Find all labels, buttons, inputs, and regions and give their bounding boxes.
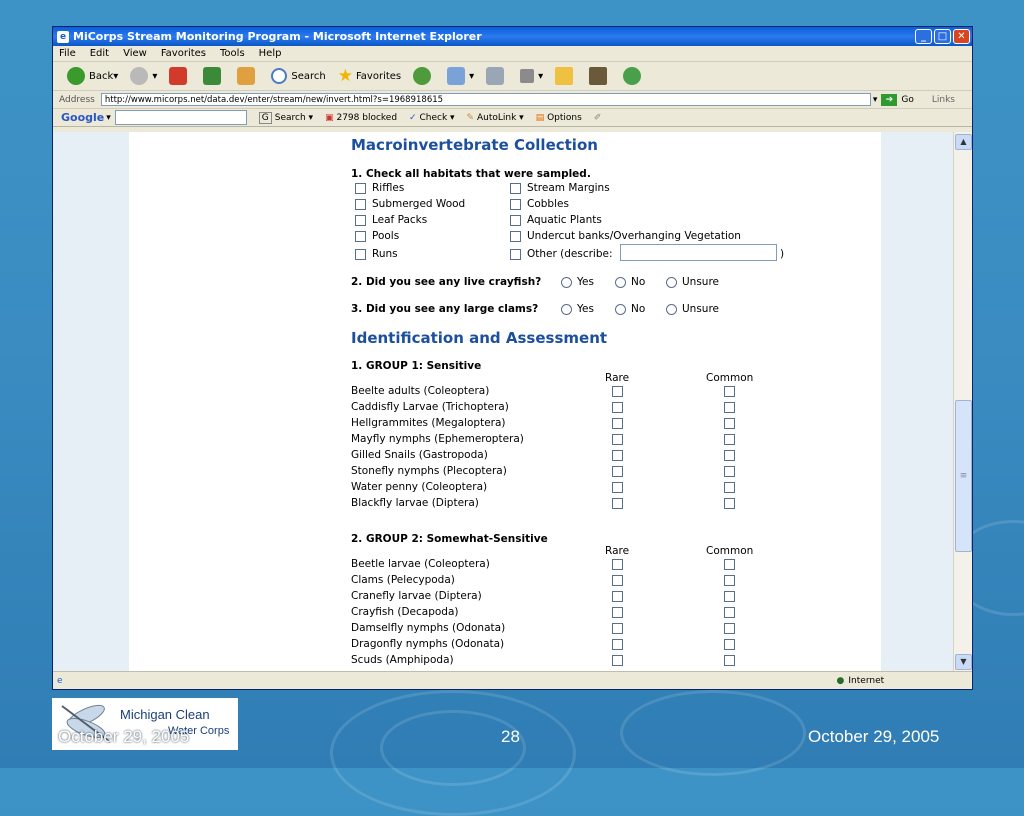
research-button[interactable] <box>589 67 611 85</box>
checkbox[interactable] <box>510 215 521 226</box>
stop-icon <box>169 67 187 85</box>
species-label: Beelte adults (Coleoptera) <box>351 385 490 397</box>
home-icon <box>237 67 255 85</box>
species-label: Mayfly nymphs (Ephemeroptera) <box>351 433 524 445</box>
search-icon <box>271 68 287 84</box>
common-checkbox[interactable] <box>724 607 735 618</box>
habitat-cobbles[interactable]: Cobbles <box>510 198 569 210</box>
other-close-paren: ) <box>780 248 785 260</box>
species-label: Beetle larvae (Coleoptera) <box>351 558 490 570</box>
common-checkbox[interactable] <box>724 639 735 650</box>
common-checkbox[interactable] <box>724 402 735 413</box>
species-label: Clams (Pelecypoda) <box>351 574 455 586</box>
checkbox[interactable] <box>510 183 521 194</box>
menu-file[interactable]: File <box>59 48 76 59</box>
logo-line1: Michigan Clean <box>120 707 210 722</box>
clams-question: 3. Did you see any large clams? <box>351 303 539 315</box>
common-checkbox[interactable] <box>724 498 735 509</box>
slide-number: 28 <box>501 727 520 746</box>
crayfish-no[interactable]: No <box>615 276 645 288</box>
star-icon: ★ <box>337 66 353 86</box>
crayfish-unsure[interactable]: Unsure <box>666 276 719 288</box>
species-label: Crayfish (Decapoda) <box>351 606 459 618</box>
autolink-icon: ✎ <box>466 112 475 123</box>
messenger-icon <box>623 67 641 85</box>
rare-checkbox[interactable] <box>612 591 623 602</box>
ripple-decoration <box>380 710 526 786</box>
habitat-stream-margins[interactable]: Stream Margins <box>510 182 610 194</box>
rare-checkbox[interactable] <box>612 639 623 650</box>
back-arrow-icon <box>67 67 85 85</box>
species-label: Dragonfly nymphs (Odonata) <box>351 638 505 650</box>
scroll-thumb[interactable]: ≡ <box>955 400 972 552</box>
footer-date-left: October 29, 2005 <box>58 727 190 746</box>
checkbox[interactable] <box>355 199 366 210</box>
habitat-question: 1. Check all habitats that were sampled. <box>351 168 591 180</box>
autolink-button[interactable]: ✎ AutoLink ▾ <box>466 112 524 123</box>
clams-unsure[interactable]: Unsure <box>666 303 719 315</box>
folder-icon <box>555 67 573 85</box>
spellcheck-icon: ✓ <box>409 112 417 123</box>
scroll-up-icon[interactable]: ▲ <box>955 134 972 150</box>
clams-yes[interactable]: Yes <box>561 303 594 315</box>
habitat-pools[interactable]: Pools <box>355 230 399 242</box>
ie-icon: e <box>57 31 69 43</box>
stop-button[interactable] <box>169 67 191 85</box>
title-bar <box>53 27 972 46</box>
edit-button[interactable]: ▾ <box>520 69 543 83</box>
species-label: Caddisfly Larvae (Trichoptera) <box>351 401 509 413</box>
group1-title: 1. GROUP 1: Sensitive <box>351 360 482 372</box>
minimize-button[interactable]: _ <box>915 29 932 44</box>
print-button[interactable] <box>486 67 508 85</box>
rare-checkbox[interactable] <box>612 434 623 445</box>
favorites-button[interactable]: ★ Favorites <box>337 66 402 86</box>
google-search-button[interactable]: G Search ▾ <box>259 113 313 123</box>
page-status-icon: e <box>57 675 63 686</box>
google-toolbar: Google ▾ G Search ▾ ▣ 2798 blocked ✓ Check ▾ ✎ AutoLink ▾ ▤ Options ✐ <box>53 109 972 127</box>
rare-header: Rare <box>605 372 630 384</box>
rare-checkbox[interactable] <box>612 655 623 666</box>
rare-checkbox[interactable] <box>612 623 623 634</box>
popup-blocker-icon: ▣ <box>325 112 334 123</box>
identification-heading: Identification and Assessment <box>351 329 608 347</box>
rare-checkbox[interactable] <box>612 402 623 413</box>
common-checkbox[interactable] <box>724 591 735 602</box>
rare-header: Rare <box>605 545 630 557</box>
form-page <box>129 132 881 672</box>
options-button[interactable]: ▤ Options <box>535 112 582 123</box>
print-icon <box>486 67 504 85</box>
forward-arrow-icon <box>130 67 148 85</box>
vertical-scrollbar[interactable] <box>953 132 973 672</box>
radio[interactable] <box>666 304 677 315</box>
species-label: Cranefly larvae (Diptera) <box>351 590 482 602</box>
scroll-down-icon[interactable]: ▼ <box>955 654 972 670</box>
options-icon: ▤ <box>535 112 545 123</box>
address-input[interactable]: http://www.micorps.net/data.dev/enter/stream/new/invert.html?s=1968918615 <box>101 93 871 106</box>
menu-bar <box>53 46 972 62</box>
mail-button[interactable]: ▾ <box>447 67 474 85</box>
maximize-button[interactable]: □ <box>934 29 951 44</box>
common-checkbox[interactable] <box>724 623 735 634</box>
go-button[interactable]: ➔ Go <box>881 94 913 106</box>
common-checkbox[interactable] <box>724 450 735 461</box>
checkbox[interactable] <box>510 231 521 242</box>
common-checkbox[interactable] <box>724 386 735 397</box>
radio[interactable] <box>615 304 626 315</box>
page-viewport <box>53 132 953 672</box>
common-checkbox[interactable] <box>724 482 735 493</box>
common-header: Common <box>706 372 754 384</box>
habitat-aquatic-plants[interactable]: Aquatic Plants <box>510 214 602 226</box>
address-label: Address <box>59 94 95 105</box>
rare-checkbox[interactable] <box>612 575 623 586</box>
habitat-runs[interactable]: Runs <box>355 248 398 260</box>
habitat-undercut-banks[interactable]: Undercut banks/Overhanging Vegetation <box>510 230 741 242</box>
menu-edit[interactable]: Edit <box>89 48 110 59</box>
clams-no[interactable]: No <box>615 303 645 315</box>
rare-checkbox[interactable] <box>612 386 623 397</box>
species-label: Stonefly nymphs (Plecoptera) <box>351 465 507 477</box>
menu-favorites[interactable]: Favorites <box>160 48 207 59</box>
collection-heading: Macroinvertebrate Collection <box>351 136 598 154</box>
crayfish-question: 2. Did you see any live crayfish? <box>351 276 542 288</box>
back-button[interactable]: Back ▾ <box>67 67 118 85</box>
menu-help[interactable]: Help <box>258 48 282 59</box>
folder-button[interactable] <box>555 67 577 85</box>
rare-checkbox[interactable] <box>612 482 623 493</box>
logo-line2: Water Corps <box>168 725 230 737</box>
common-checkbox[interactable] <box>724 559 735 570</box>
species-label: Scuds (Amphipoda) <box>351 654 454 666</box>
species-label: Damselfly nymphs (Odonata) <box>351 622 506 634</box>
habitat-other[interactable]: Other (describe: <box>510 248 613 260</box>
google-brand[interactable]: Google <box>61 111 105 124</box>
refresh-icon <box>203 67 221 85</box>
habitat-submerged-wood[interactable]: Submerged Wood <box>355 198 465 210</box>
radio[interactable] <box>615 277 626 288</box>
messenger-button[interactable] <box>623 67 645 85</box>
rare-checkbox[interactable] <box>612 498 623 509</box>
forward-button[interactable]: ▾ <box>130 67 157 85</box>
rare-checkbox[interactable] <box>612 466 623 477</box>
habitat-riffles[interactable]: Riffles <box>355 182 404 194</box>
radio[interactable] <box>561 277 572 288</box>
toolbar <box>53 62 972 91</box>
home-button[interactable] <box>237 67 259 85</box>
history-icon <box>413 67 431 85</box>
spell-check-button[interactable]: ✓ Check ▾ <box>409 112 455 123</box>
edit-icon <box>520 69 534 83</box>
address-dropdown-icon[interactable]: ▾ <box>872 94 878 105</box>
checkbox[interactable] <box>510 249 521 260</box>
checkbox[interactable] <box>355 231 366 242</box>
common-checkbox[interactable] <box>724 434 735 445</box>
internet-zone-icon: ● <box>836 675 845 686</box>
species-label: Water penny (Coleoptera) <box>351 481 488 493</box>
research-icon <box>589 67 607 85</box>
menu-view[interactable]: View <box>123 48 147 59</box>
radio[interactable] <box>666 277 677 288</box>
species-label: Blackfly larvae (Diptera) <box>351 497 479 509</box>
checkbox[interactable] <box>355 215 366 226</box>
browser-window <box>52 26 973 690</box>
status-bar <box>53 671 972 689</box>
google-g-icon: G <box>259 112 272 124</box>
common-checkbox[interactable] <box>724 575 735 586</box>
other-describe-input[interactable] <box>620 244 777 261</box>
search-button[interactable]: Search <box>271 68 325 84</box>
window-title: MiCorps Stream Monitoring Program - Microsoft Internet Explorer <box>73 30 482 43</box>
checkbox[interactable] <box>355 183 366 194</box>
common-checkbox[interactable] <box>724 418 735 429</box>
ripple-decoration <box>620 690 806 776</box>
crayfish-yes[interactable]: Yes <box>561 276 594 288</box>
checkbox[interactable] <box>510 199 521 210</box>
group2-title: 2. GROUP 2: Somewhat-Sensitive <box>351 533 548 545</box>
google-search-input[interactable] <box>115 110 247 125</box>
zone-label: Internet <box>848 675 885 686</box>
refresh-button[interactable] <box>203 67 225 85</box>
address-bar <box>53 91 972 109</box>
checkbox[interactable] <box>355 249 366 260</box>
rare-checkbox[interactable] <box>612 559 623 570</box>
rare-checkbox[interactable] <box>612 418 623 429</box>
habitat-leaf-packs[interactable]: Leaf Packs <box>355 214 427 226</box>
species-label: Hellgrammites (Megaloptera) <box>351 417 506 429</box>
common-checkbox[interactable] <box>724 655 735 666</box>
popup-blocked-button[interactable]: ▣ 2798 blocked <box>325 112 398 123</box>
radio[interactable] <box>561 304 572 315</box>
menu-tools[interactable]: Tools <box>220 48 245 59</box>
history-button[interactable] <box>413 67 435 85</box>
common-checkbox[interactable] <box>724 466 735 477</box>
pencil-icon[interactable]: ✐ <box>593 112 602 123</box>
common-header: Common <box>706 545 754 557</box>
close-button[interactable]: ✕ <box>953 29 970 44</box>
footer-date-right: October 29, 2005 <box>808 727 940 746</box>
links-button[interactable]: Links <box>931 94 955 105</box>
species-label: Gilled Snails (Gastropoda) <box>351 449 488 461</box>
go-arrow-icon: ➔ <box>881 94 897 106</box>
rare-checkbox[interactable] <box>612 607 623 618</box>
rare-checkbox[interactable] <box>612 450 623 461</box>
mail-icon <box>447 67 465 85</box>
